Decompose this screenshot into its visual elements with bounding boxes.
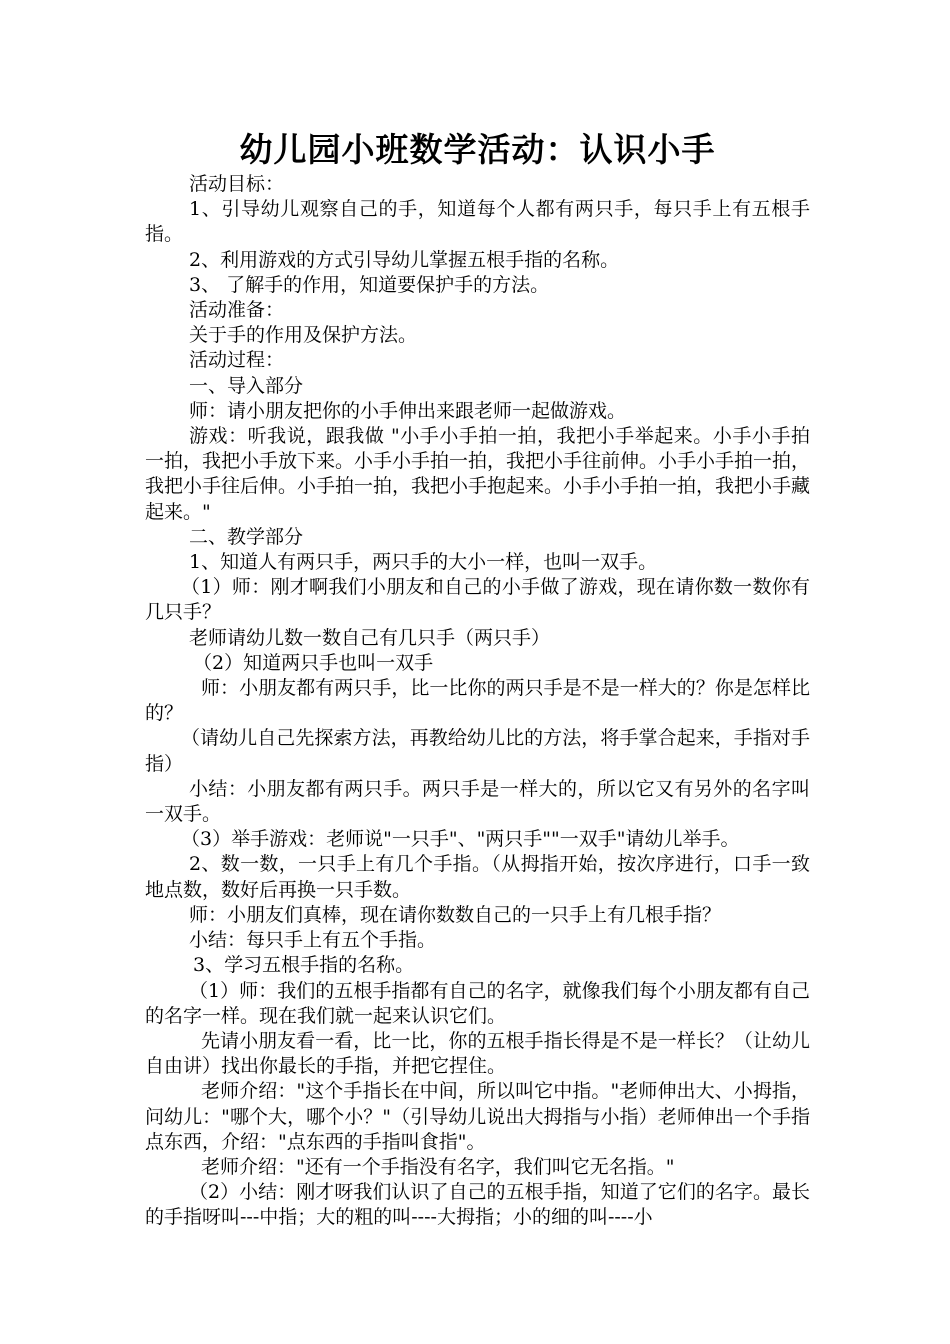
- paragraph: 活动过程：: [189, 349, 285, 372]
- paragraph: 师：小朋友们真棒，现在请你数数自己的一只手上有几根手指？: [189, 903, 722, 926]
- paragraph: 游戏：听我说，跟我做 "小手小手拍一拍，我把小手举起来。小手小手拍一拍，我把小手放下来。小手小手拍一拍，我把小手往前伸。小手小手拍一拍，我把小手往后伸。小手拍一拍，我把小手抱起来。小手小手拍一拍，我把小手藏起来。": [145, 425, 811, 523]
- paragraph: 先请小朋友看一看，比一比，你的五根手指长得是不是一样长？（让幼儿自由讲）找出你最长的手指，并把它捏住。: [145, 1029, 810, 1078]
- document-title: 幼儿园小班数学活动：认识小手: [239, 130, 716, 169]
- paragraph: 老师介绍："这个手指长在中间，所以叫它中指。"老师伸出大、小拇指，问幼儿："哪个大，哪个小？"（引导幼儿说出大拇指与小指）老师伸出一个手指点东西，介绍："点东西的手指叫食指"。: [145, 1080, 810, 1153]
- paragraph: （2）小结：刚才呀我们认识了自己的五根手指，知道了它们的名字。最长的手指呀叫---中指；大的粗的叫----大拇指；小的细的叫----小: [145, 1181, 810, 1229]
- paragraph: 二、教学部分: [189, 525, 304, 548]
- paragraph: 老师请幼儿数一数自己有几只手（两只手）: [189, 626, 551, 649]
- paragraph: （1）师：我们的五根手指都有自己的名字，就像我们每个小朋友都有自己的名字一样。现在我们就一起来认识它们。: [145, 979, 810, 1027]
- paragraph: 师：小朋友都有两只手，比一比你的两只手是不是一样大的？你是怎样比的？: [145, 677, 810, 725]
- paragraph: 关于手的作用及保护方法。: [189, 324, 418, 347]
- document-body: [145, 172, 810, 1231]
- paragraph: （1）师：刚才啊我们小朋友和自己的小手做了游戏，现在请你数一数你有几只手？: [145, 576, 810, 624]
- paragraph: 3、学习五根手指的名称。: [193, 954, 415, 977]
- paragraph: 活动准备：: [189, 299, 285, 322]
- document-page: [145, 128, 810, 1231]
- paragraph: 师：请小朋友把你的小手伸出来跟老师一起做游戏。: [189, 399, 627, 422]
- paragraph: 1、引导幼儿观察自己的手，知道每个人都有两只手，每只手上有五根手指。: [145, 198, 810, 246]
- paragraph: 1、知道人有两只手，两只手的大小一样，也叫一双手。: [189, 551, 658, 574]
- paragraph: 小结：小朋友都有两只手。两只手是一样大的，所以它又有另外的名字叫一双手。: [145, 777, 810, 826]
- paragraph: （3）举手游戏：老师说"一只手"、"两只手""一双手"请幼儿举手。: [181, 828, 740, 851]
- paragraph: 3、 了解手的作用，知道要保护手的方法。: [189, 273, 550, 296]
- paragraph: 2、数一数，一只手上有几个手指。（从拇指开始，按次序进行，口手一致地点数，数好后再换一只手数。: [145, 853, 810, 901]
- paragraph: 活动目标：: [189, 173, 285, 195]
- paragraph: 小结：每只手上有五个手指。: [189, 929, 437, 952]
- paragraph: 老师介绍："还有一个手指没有名字，我们叫它无名指。": [201, 1155, 675, 1178]
- paragraph: 一、导入部分: [189, 374, 304, 397]
- paragraph: （请幼儿自己先探索方法，再教给幼儿比的方法，将手掌合起来，手指对手指）: [145, 727, 810, 775]
- paragraph: 2、利用游戏的方式引导幼儿掌握五根手指的名称。: [189, 248, 620, 271]
- paragraph: （2）知道两只手也叫一双手: [193, 651, 434, 674]
